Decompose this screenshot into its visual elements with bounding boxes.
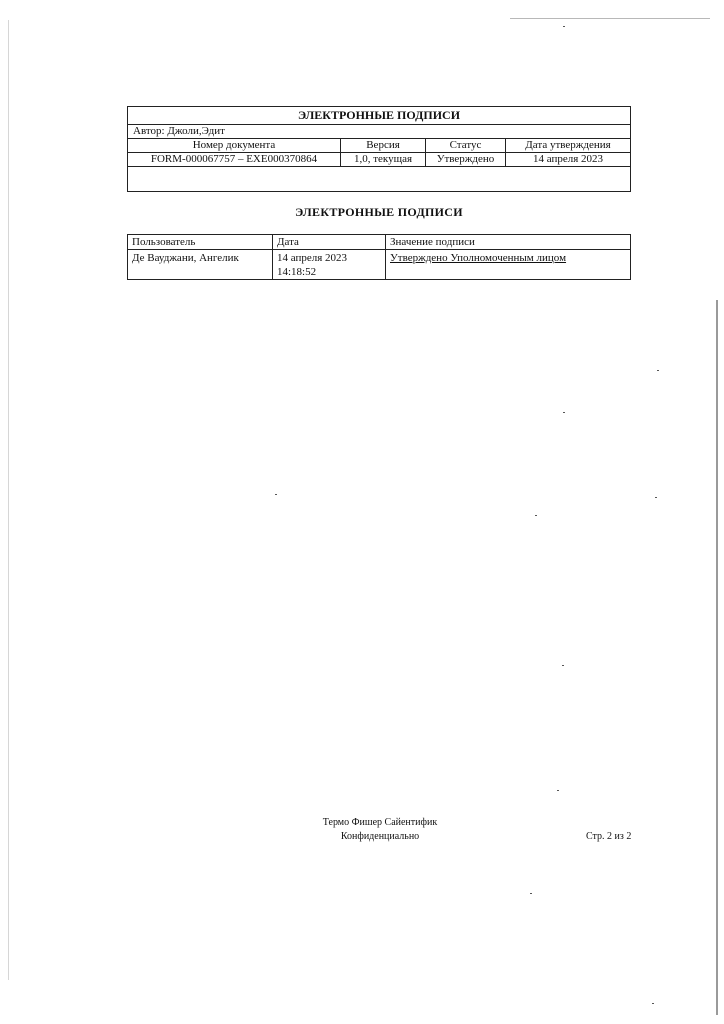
meta-data-row [128,153,630,167]
scan-speck [563,412,565,413]
document-meta-table [127,106,631,192]
status: Утверждено [426,153,506,166]
footer-page-number: Стр. 2 из 2 [586,831,632,842]
scan-speck [563,26,565,27]
header-date: Дата [273,235,386,249]
signature-time: 14:18:52 [277,266,317,278]
signature-row [128,250,630,280]
header-user: Пользователь [128,235,273,249]
signatures-header-row [128,235,630,250]
meta-author: Автор: Джоли,Эдит [128,125,630,139]
doc-number: FORM-000067757 – EXE000370864 [128,153,341,166]
scan-speck [557,790,559,791]
signature-meaning-cell [386,250,630,280]
scan-speck [562,665,564,666]
signature-datetime [273,250,386,280]
header-version: Версия [341,139,426,152]
signature-date: 14 апреля 2023 [277,252,348,264]
scan-speck [530,893,532,894]
footer-confidential: Конфиденциально [340,831,420,842]
header-doc-number: Номер документа [128,139,341,152]
approval-date: 14 апреля 2023 [532,153,604,165]
scan-speck [652,1003,654,1004]
signatures-table [127,234,631,280]
scan-edge-top [510,18,710,19]
header-approval-date: Дата утверждения [525,139,611,151]
footer-company: Термо Фишер Сайентифик [322,817,438,828]
scan-speck [535,515,537,516]
signature-user: Де Вауджани, Ангелик [128,250,273,280]
scan-speck [655,497,657,498]
signatures-title: ЭЛЕКТРОННЫЕ ПОДПИСИ [295,205,463,219]
meta-header-row [128,139,630,153]
scan-edge-left [8,20,9,980]
version: 1,0, текущая [341,153,426,166]
header-signature-meaning: Значение подписи [390,236,475,248]
header-status: Статус [426,139,506,152]
meta-table-title: ЭЛЕКТРОННЫЕ ПОДПИСИ [128,107,630,125]
scan-speck [657,370,659,371]
signature-meaning: Утверждено Уполномоченным лицом [390,252,567,264]
scan-edge-right [716,300,718,1015]
scan-speck [275,494,277,495]
